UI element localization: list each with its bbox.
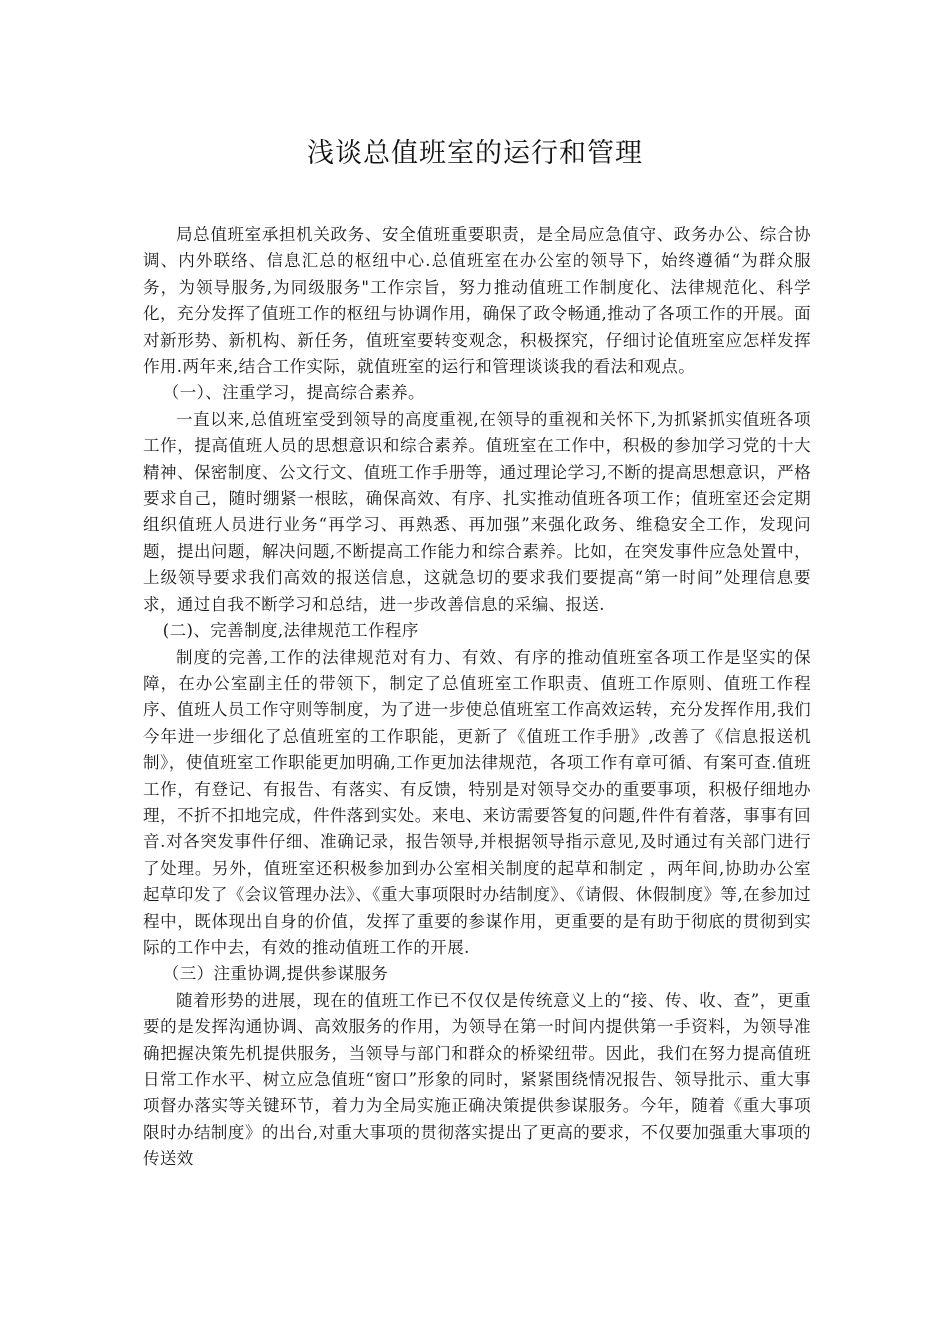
- document-body: [143, 222, 811, 1173]
- paragraph-section-1: 一直以来,总值班室受到领导的高度重视,在领导的重视和关怀下,为抓紧抓实值班各项工作，提高值班人员的思想意识和综合素养。值班室在工作中，积极的参加学习党的十大精神、保密制度、公文行文、值班工作手册等，通过理论学习,不断的提高思想意识，严格要求自己，随时绷紧一根眩，确保高效、有序、扎实推动值班各项工作；值班室还会定期组织值班人员进行业务“再学习、再熟悉、再加强”来强化政务、维稳安全工作，发现问题，提出问题，解决问题,不断提高工作能力和综合素养。比如，在突发事件应急处置中，上级领导要求我们高效的报送信息，这就急切的要求我们要提高“第一时间”处理信息要求，通过自我不断学习和总结，进一步改善信息的采编、报送.: [143, 409, 811, 614]
- paragraph-section-3: 随着形势的进展，现在的值班工作已不仅仅是传统意义上的“接、传、收、查”，更重要的是发挥沟通协调、高效服务的作用，为领导在第一时间内提供第一手资料，为领导准确把握决策先机提供服务，当领导与部门和群众的桥梁纽带。因此，我们在努力提高值班日常工作水平、树立应急值班“窗口”形象的同时，紧紧围绕情况报告、领导批示、重大事项督办落实等关键环节，着力为全局实施正确决策提供参谋服务。今年，随着《重大事项限时办结制度》的出台,对重大事项的贯彻落实提出了更高的要求，不仅要加强重大事项的传送效: [143, 990, 811, 1169]
- section-heading-3: （三）注重协调,提供参谋服务: [162, 964, 389, 984]
- paragraph-intro: 局总值班室承担机关政务、安全值班重要职责，是全局应急值守、政务办公、综合协调、内外联络、信息汇总的枢纽中心.总值班室在办公室的领导下，始终遵循“为群众服务，为领导服务,为同级服务"工作宗旨，努力推动值班工作制度化、法律规范化、科学化，充分发挥了值班工作的枢纽与协调作用，确保了政令畅通,推动了各项工作的开展。面对新形势、新机构、新任务，值班室要转变观念，积极探究，仔细讨论值班室应怎样发挥作用.两年来,结合工作实际，就值班室的运行和管理谈谈我的看法和观点。: [143, 225, 811, 377]
- section-heading-1: （一）、注重学习，提高综合素养。: [162, 383, 425, 403]
- document-title: 浅谈总值班室的运行和管理: [307, 138, 643, 169]
- paragraph-section-2: 制度的完善,工作的法律规范对有力、有效、有序的推动值班室各项工作是坚实的保障，在办公室副主任的带领下，制定了总值班室工作职责、值班工作原则、值班工作程序、值班人员工作守则等制度，为了进一步使总值班室工作高效运转，充分发挥作用,我们今年进一步细化了总值班室的工作职能，更新了《值班工作手册》,改善了《信息报送机制》，使值班室工作职能更加明确,工作更加法律规范，各项工作有章可循、有案可查.值班工作，有登记、有报告、有落实、有反馈，特别是对领导交办的重要事项，积极仔细地办理，不折不扣地完成，件件落到实处。来电、来访需要答复的问题,件件有着落，事事有回音.对各突发事件仔细、准确记录，报告领导,并根据领导指示意见,及时通过有关部门进行了处理。另外，值班室还积极参加到办公室相关制度的起草和制定 ，两年间,协助办公室起草印发了《会议管理办法》、《重大事项限时办结制度》、《请假、休假制度》等,在参加过程中，既体现出自身的价值，发挥了重要的参谋作用，更重要的是有助于彻底的贯彻到实际的工作中去，有效的推动值班工作的开展.: [143, 647, 811, 957]
- section-heading-2: (二)、完善制度,法律规范工作程序: [162, 621, 419, 641]
